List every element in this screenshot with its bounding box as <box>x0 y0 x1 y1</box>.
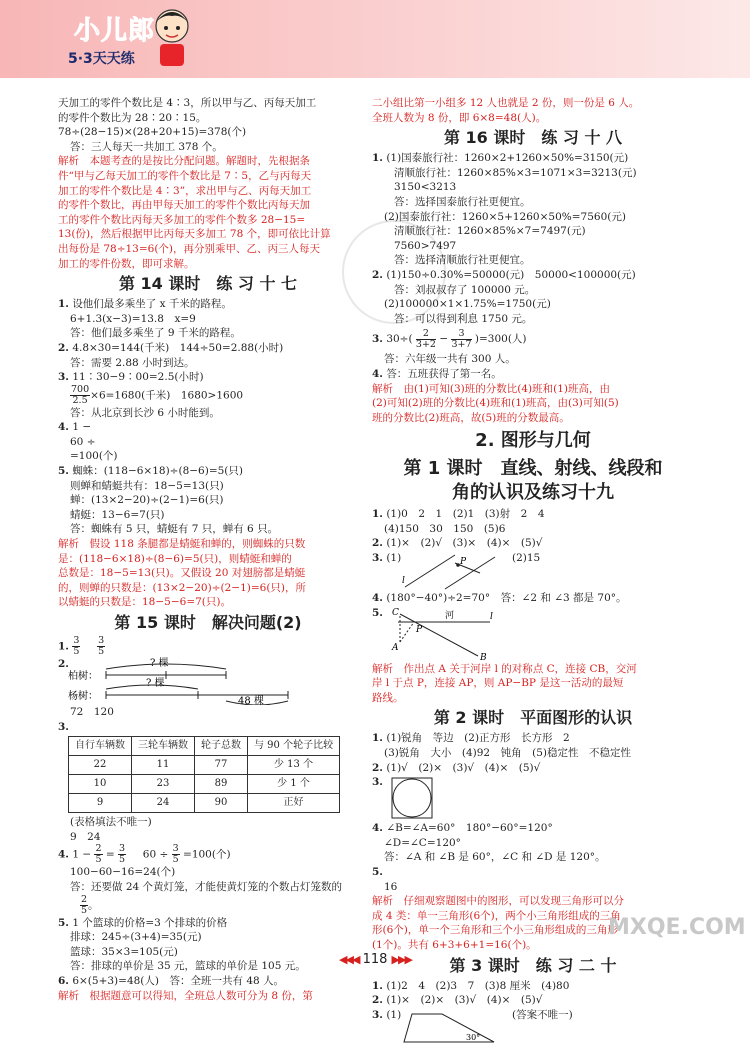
text-line: 清顺旅行社：1260×85%×7=7497(元) <box>394 225 586 238</box>
text-line: 的零件个数比为 28∶20∶15。 <box>58 111 207 124</box>
text-line: 蜻蜓：13−6=7(只) <box>70 508 165 521</box>
answer-line: 答：刘叔叔存了 100000 元。 <box>394 283 536 296</box>
answer-table <box>68 736 340 813</box>
trapezoid-figure <box>402 1010 502 1044</box>
svg-text:C: C <box>392 607 399 618</box>
svg-text:A: A <box>392 642 399 653</box>
river-figure <box>390 606 500 662</box>
analysis-line: (2)可知(2)班的分数比(4)班和(1)班高，由(3)可知(5) <box>372 397 619 410</box>
tree-label: 柏树： <box>68 671 98 682</box>
answer-line: 答：∠A 和 ∠B 是 60°，∠C 和 ∠D 是 120°。 <box>384 851 606 864</box>
chapter-heading: 2. 图形与几何 <box>475 430 591 452</box>
text-line: 1 − <box>72 848 92 861</box>
right-column: 二小组比第一小组多 12 人也就是 2 份，则一份是 6 人。 全班人数为 8 份，即 6×8=48(人)。 第 16 课时 练 习 十 八 1. (1)国泰旅行社：1260×2+1260×50%=3150(元) 清顺旅行社：1260×85%×3=1071×3=3213(元) 3150<3213 答：选择国泰旅行社更便宜。 (2)国泰旅行社：1260×5+1260×50%=7560(元) 清顺旅行社：1260×85%×7=7497(元) 7560>7497 答：选择清顺旅行社更便宜。 2. (1)150÷0.30%=50000(元) 50000<100000(元) 答：刘叔叔存了 100000 元。 (2)100000×1×1.75%=1750(元) 答：可以得到利息 1750 元。 3. 30÷( $\frac{2}{3+2}$ − $\frac{3}{3+7}$ )=300(人) 答：六年级一共有 300 人。 4. 答：五班获得了第一名。 解析 由(1)可知(3)班的分数比(4)班和(1)班高，由 (2)可知(2)班的分数比(4)班和(1)班高，由(3)可知(5) 班的分数比(2)班高，故(5)班的分数最高。 2. 图形与几何 第 1 课时 直线、射线、线段和 角的认识及练习十九 1. (1)0 2 1 (2)1 (3)射 2 4 (4)150 30 150 (5)6 2. (1)× (2)√ (3)× (4)× (5)√ 3. (1) P l (2)15 4. (180°−40°)÷2=70° 答：∠2 和 ∠3 都是 70°。 5. C 河 l P A B 解析 作出点 A 关于河岸 l 的对称点 C，连接 CB，交河 岸 l 于点 P，连接 AP，则 AP−BP 是这一活动的最短 路线。 第 2 课时 平面图形的认识 1. (1)锐角 等边 (2)正方形 长方形 2 (3)锐角 大小 (4)92 钝角 (5)稳定性 不稳定性 2. (1)√ (2)× (3)√ (4)× (5)√ 3. 4. ∠B=∠A=60° 180°−60°=120° ∠D=∠C=120° 答：∠A 和 ∠B 是 60°，∠C 和 ∠D 是 120°。 5. 16 解析 仔细观察题图中的图形，可以发现三角形可以分 成 4 类：单一三角形(6个)，两个小三角形组成的三角 形(6个)，单一个三角形和三个小三角形组成的三角形 (1个)。共有 6+3+6+1=16(个)。 第 3 课时 练 习 二 十 1. (1)2 4 (2)3 7 (3)8 厘米 (4)80 2. (1)× (2)× (3)√ (4)× (5)√ 3. (1) 30° (答案不唯一) <box>372 96 694 1044</box>
answer-line: 答：三人每天一共加工 378 个。 <box>70 140 223 153</box>
segment-diagram <box>68 657 298 705</box>
text-line: 1 个篮球的价格=3 个排球的价格 <box>72 916 228 929</box>
page-footer <box>0 952 750 967</box>
analysis-line: (1个)。共有 6+3+6+1=16(个)。 <box>372 938 537 951</box>
left-column: 天加工的零件个数比是 4∶3，所以甲与乙、丙每天加工 的零件个数比为 28∶20∶15。 78÷(28−15)×(28+20+15)=378(个) 答：三人每天一共加工 378 个。 解析 本题考查的是按比分配问题。解题时，先根据条 件“甲与乙每天加工的零件个数比是 7∶5，乙与丙每天 加工的零件个数比是 4∶3”，求出甲与乙、丙每天加工 的零件个数比，再由甲每天加工的零件个数比丙每天加 工的零件个数比丙每天多加工的零件个数多 28−15= 13(份)，然后根据甲比丙每天多加工 78 个，即可依比计算 出每份是 78÷13=6(个)，再分别乘甲、乙、丙三人每天 加工的零件份数，即可求解。 第 14 课时 练 习 十 七 1. 设他们最多乘坐了 x 千米的路程。 6+1.3(x−3)=13.8 x=9 答：他们最多乘坐了 9 千米的路程。 2. 4.8×30=144(千米) 144÷50=2.88(小时) 答：需要 2.88 小时到达。 3. 11∶30−9∶00=2.5(小时) $\frac{700}{2.5}$ ×6=1680(千米) 1680>1600 答：从北京到长沙 6 小时能到。 4. 1 − 60 ÷ =100(个) 5. 蜘蛛：(118−6×18)÷(8−6)=5(只) 则蝉和蜻蜓共有：18−5=13(只) 蝉：(13×2−20)÷(2−1)=6(只) 蜻蜓：13−6=7(只) 答：蜘蛛有 5 只，蜻蜓有 7 只，蝉有 6 只。 解析 假设 118 条腿都是蜻蜓和蝉的，则蜘蛛的只数 是：(118−6×18)÷(8−6)=5(只)，则蜻蜓和蝉的 总数是：18−5=13(只)。又假设 20 对翅膀都是蜻蜓 的，则蝉的只数是：(13×2−20)÷(2−1)=6(只)，所 以蜻蜓的只数是：18−5−6=7(只)。 第 15 课时 解决问题(2) 1. $\frac{3}{5}$ $\frac{3}{5}$ 2. 柏树： 杨树： ? 棵 ? 棵 48 棵 72 120 3. 自行车辆数 三轮车辆数 轮子总数 与 90 个轮子比较 22 11 77 少 13 个 10 23 89 少 1 个 9 24 90 正好 (表格填法不唯一) 9 24 4. 1 − $\frac{2}{5}$ = $\frac{3}{5}$ 60 ÷ $\frac{3}{5}$ =100(个) 100−60−16=24(个) 答：还要做 24 个黄灯笼，才能使黄灯笼的个数占灯笼数的 $\frac{2}{5}$ 。 5. 1 个篮球的价格=3 个排球的价格 排球：245÷(3+4)=35(元) 篮球：35×3=105(元) 答：排球的单价是 35 元，篮球的单价是 105 元。 6. 6×(5+3)=48(人) 答：全班一共有 48 人。 解析 根据题意可以得知，全班总人数可分为 8 份，第 <box>58 96 358 1003</box>
answer-line: 答：六年级一共有 300 人。 <box>384 353 516 366</box>
tree-question: ? 棵 <box>150 658 169 669</box>
svg-text:河: 河 <box>445 610 455 621</box>
text-line: (4)150 30 150 (5)6 <box>384 522 506 535</box>
analysis-line: 的，则蝉的只数是：(13×2−20)÷(2−1)=6(只)，所 <box>58 581 307 594</box>
text-line: (1)国泰旅行社：1260×2+1260×50%=3150(元) <box>386 152 629 165</box>
analysis-line: 以蜻蜓的只数是：18−5−6=7(只)。 <box>58 596 231 609</box>
square-circle-figure <box>390 777 436 819</box>
text-line: 6+1.3(x−3)=13.8 x=9 <box>70 312 196 325</box>
text-line: 11∶30−9∶00=2.5(小时) <box>72 371 204 384</box>
text-line: (1)√ (2)× (3)√ (4)× (5)√ <box>386 761 541 774</box>
section-heading: 第 15 课时 解决问题(2) <box>114 613 302 632</box>
answer-line: 答：还要做 24 个黄灯笼，才能使黄灯笼的个数占灯笼数的 <box>70 880 343 893</box>
text-line: 则蝉和蜻蜓共有：18−5=13(只) <box>70 479 224 492</box>
svg-text:B: B <box>480 652 487 662</box>
section-heading: 第 1 课时 直线、射线、线段和 <box>403 458 663 480</box>
text-line: 设他们最多乘坐了 x 千米的路程。 <box>72 298 232 311</box>
fraction: $\frac{3}{5}$ <box>98 635 105 657</box>
text-line: (2)国泰旅行社：1260×5+1260×50%=7560(元) <box>384 210 626 223</box>
text-line: (1)× (2)× (3)√ (4)× (5)√ <box>386 994 543 1007</box>
answer-line: 答：从北京到长沙 6 小时能到。 <box>70 406 220 419</box>
text-line: (180°−40°)÷2=70° 答：∠2 和 ∠3 都是 70°。 <box>386 592 627 605</box>
analysis-line: 加工的零件份数，即可求解。 <box>58 257 195 270</box>
text-line: ×6=1680(千米) 1680>1600 <box>90 389 244 402</box>
table-header: 与 90 个轮子比较 <box>248 737 340 756</box>
text-line: (1)锐角 等边 (2)正方形 长方形 2 <box>386 732 570 745</box>
answer-line: 答：蜘蛛有 5 只，蜻蜓有 7 只，蝉有 6 只。 <box>70 523 279 536</box>
text-line: 100−60−16=24(个) <box>70 866 176 879</box>
text-line: (1)150÷0.30%=50000(元) 50000<100000(元) <box>386 268 636 281</box>
series-name: 5·3天天练 <box>68 51 135 67</box>
tree-count: 48 棵 <box>238 696 264 705</box>
fraction: $\frac{3}{5}$ <box>172 843 179 866</box>
fraction: $\frac{700}{2.5}$ <box>71 383 90 406</box>
table-row: 22 11 77 少 13 个 <box>69 756 340 775</box>
svg-text:P: P <box>416 624 423 635</box>
answer-line: 答：选择清顺旅行社更便宜。 <box>394 254 531 267</box>
line-label: l <box>402 576 405 587</box>
analysis-line: 路线。 <box>372 691 404 704</box>
text-line: 蜘蛛：(118−6×18)÷(8−6)=5(只) <box>72 465 244 478</box>
fraction: $\frac{2}{3+2}$ <box>415 327 436 350</box>
fraction: $\frac{3}{5}$ <box>119 843 126 866</box>
fraction: $\frac{3}{5}$ <box>73 635 80 657</box>
section-heading: 角的认识及练习十九 <box>452 482 614 504</box>
text-line: 16 <box>384 880 398 893</box>
answer-line: 答：选择国泰旅行社更便宜。 <box>394 195 531 208</box>
analysis-line: 解析 仔细观察题图中的图形，可以发现三角形可以分 <box>372 895 624 908</box>
analysis-line: 加工的零件个数比是 4∶3”，求出甲与乙、丙每天加工 <box>58 184 312 197</box>
answer-line: 答：他们最多乘坐了 9 千米的路程。 <box>70 327 241 340</box>
text-line: (2)15 <box>512 552 541 565</box>
text-line: ∠D=∠C=120° <box>384 836 461 849</box>
section-heading: 第 16 课时 练 习 十 八 <box>443 128 623 148</box>
page-number: 118 <box>362 952 388 967</box>
text-line: 篮球：35×3=105(元) <box>70 945 178 958</box>
table-header: 三轮车辆数 <box>132 737 195 756</box>
svg-text:l: l <box>490 611 493 622</box>
analysis-line: 解析 根据题意可以得知，全班总人数可分为 8 份，第 <box>58 989 313 1002</box>
text-line: (1)0 2 1 (2)1 (3)射 2 4 <box>386 508 545 521</box>
text-line: 1 − <box>72 421 92 434</box>
analysis-line: 解析 本题考查的是按比分配问题。解题时，先根据条 <box>58 155 310 168</box>
analysis-line: 全班人数为 8 份，即 6×8=48(人)。 <box>372 111 547 124</box>
text-line: 清顺旅行社：1260×85%×3=1071×3=3213(元) <box>394 166 637 179</box>
section-heading: 第 3 课时 练 习 二 十 <box>449 955 617 975</box>
analysis-line: 形(6个)，单一个三角形和三个小三角形组成的三角形 <box>372 924 618 937</box>
analysis-line: 件“甲与乙每天加工的零件个数比是 7∶5，乙与丙每天 <box>58 169 312 182</box>
tree-diagram: 2. 柏树： 杨树： ? 棵 ? 棵 48 棵 <box>58 657 358 705</box>
text-line: 72 120 <box>70 706 114 718</box>
table-row: 10 23 89 少 1 个 <box>69 775 340 794</box>
text-line: 蝉：(13×2−20)÷(2−1)=6(只) <box>70 494 224 507</box>
text-line: (2)100000×1×1.75%=1750(元) <box>384 298 551 311</box>
text-line: 9 24 <box>70 830 101 843</box>
fraction: $\frac{2}{5}$ <box>81 893 88 916</box>
brand-logo: 小儿郎 <box>74 16 156 46</box>
analysis-line: 是：(118−6×18)÷(8−6)=5(只)，则蜻蜓和蝉的 <box>58 552 292 565</box>
point-label: P <box>460 557 467 568</box>
text-line: (答案不唯一) <box>512 1008 573 1021</box>
parallel-figure <box>400 553 510 591</box>
mascot-icon <box>150 6 194 70</box>
analysis-line: 解析 由(1)可知(3)班的分数比(4)班和(1)班高，由 <box>372 382 610 395</box>
arrow-left-icon: ◀◀◀ <box>339 953 359 966</box>
analysis-line: 13(份)，然后根据甲比丙每天多加工 78 个，即可依比计算 <box>58 228 331 241</box>
text-line: 4.8×30=144(千米) 144÷50=2.88(小时) <box>72 341 284 354</box>
table-header: 轮子总数 <box>195 737 248 756</box>
arrow-right-icon: ▶▶▶ <box>391 953 411 966</box>
text-line: 6×(5+3)=48(人) 答：全班一共有 48 人。 <box>72 974 285 987</box>
text-line: =100(个) <box>70 450 118 463</box>
fraction: $\frac{2}{5}$ <box>95 843 102 866</box>
table-row: 9 24 90 正好 <box>69 794 340 813</box>
analysis-line: 的零件个数比，再由甲每天加工的零件个数比丙每天加 <box>58 199 310 212</box>
section-heading: 第 2 课时 平面图形的认识 <box>433 708 633 728</box>
answer-line: 答：五班获得了第一名。 <box>386 367 502 380</box>
text-line: 3150<3213 <box>394 181 457 194</box>
analysis-line: 解析 作出点 A 关于河岸 l 的对称点 C，连接 CB，交河 <box>372 662 637 675</box>
fraction: $\frac{3}{3+7}$ <box>451 327 472 350</box>
analysis-line: 总数是：18−5=13(只)。又假设 20 对翅膀都是蜻蜓 <box>58 567 306 580</box>
text-line: 7560>7497 <box>394 239 457 252</box>
text-line: 天加工的零件个数比是 4∶3，所以甲与乙、丙每天加工 <box>58 97 317 109</box>
section-heading: 第 14 课时 练 习 十 七 <box>118 274 298 294</box>
text-line: 60 ÷ <box>70 435 96 448</box>
analysis-line: 班的分数比(2)班高，故(5)班的分数最高。 <box>372 411 570 424</box>
tree-label: 杨树： <box>68 691 98 702</box>
analysis-line: 工的零件个数比丙每天多加工的零件个数多 28−15= <box>58 213 306 226</box>
text-line: 排球：245÷(3+4)=35(元) <box>70 931 202 944</box>
watermark: MXQE.COM <box>608 915 746 940</box>
analysis-line: 二小组比第一小组多 12 人也就是 2 份，则一份是 6 人。 <box>372 97 640 109</box>
answer-line: 答：排球的单价是 35 元，篮球的单价是 105 元。 <box>70 960 306 973</box>
analysis-line: 出每份是 78÷13=6(个)，再分别乘甲、乙、丙三人每天 <box>58 242 321 255</box>
text-line: 78÷(28−15)×(28+20+15)=378(个) <box>58 126 247 139</box>
analysis-line: 岸 l 于点 P，连接 AP，则 AP−BP 是这一活动的最短 <box>372 677 624 690</box>
table-header: 自行车辆数 <box>69 737 132 756</box>
answer-line: 答：可以得到利息 1750 元。 <box>394 312 533 325</box>
tree-question: ? 棵 <box>146 678 165 689</box>
answer-line: 答：需要 2.88 小时到达。 <box>70 356 195 369</box>
text-line: (1)× (2)√ (3)× (4)× (5)√ <box>386 537 543 550</box>
text-line: (3)锐角 大小 (4)92 钝角 (5)稳定性 不稳定性 <box>384 747 631 760</box>
text-line: (表格填法不唯一) <box>70 816 152 829</box>
svg-text:30°: 30° <box>466 1032 481 1042</box>
analysis-line: 解析 假设 118 条腿都是蜻蜓和蝉的，则蜘蛛的只数 <box>58 538 306 551</box>
analysis-line: 成 4 类：单一三角形(6个)，两个小三角形组成的三角 <box>372 909 621 922</box>
page-header <box>0 0 750 78</box>
text-line: (1)2 4 (2)3 7 (3)8 厘米 (4)80 <box>386 979 570 992</box>
text-line: ∠B=∠A=60° 180°−60°=120° <box>386 822 553 835</box>
